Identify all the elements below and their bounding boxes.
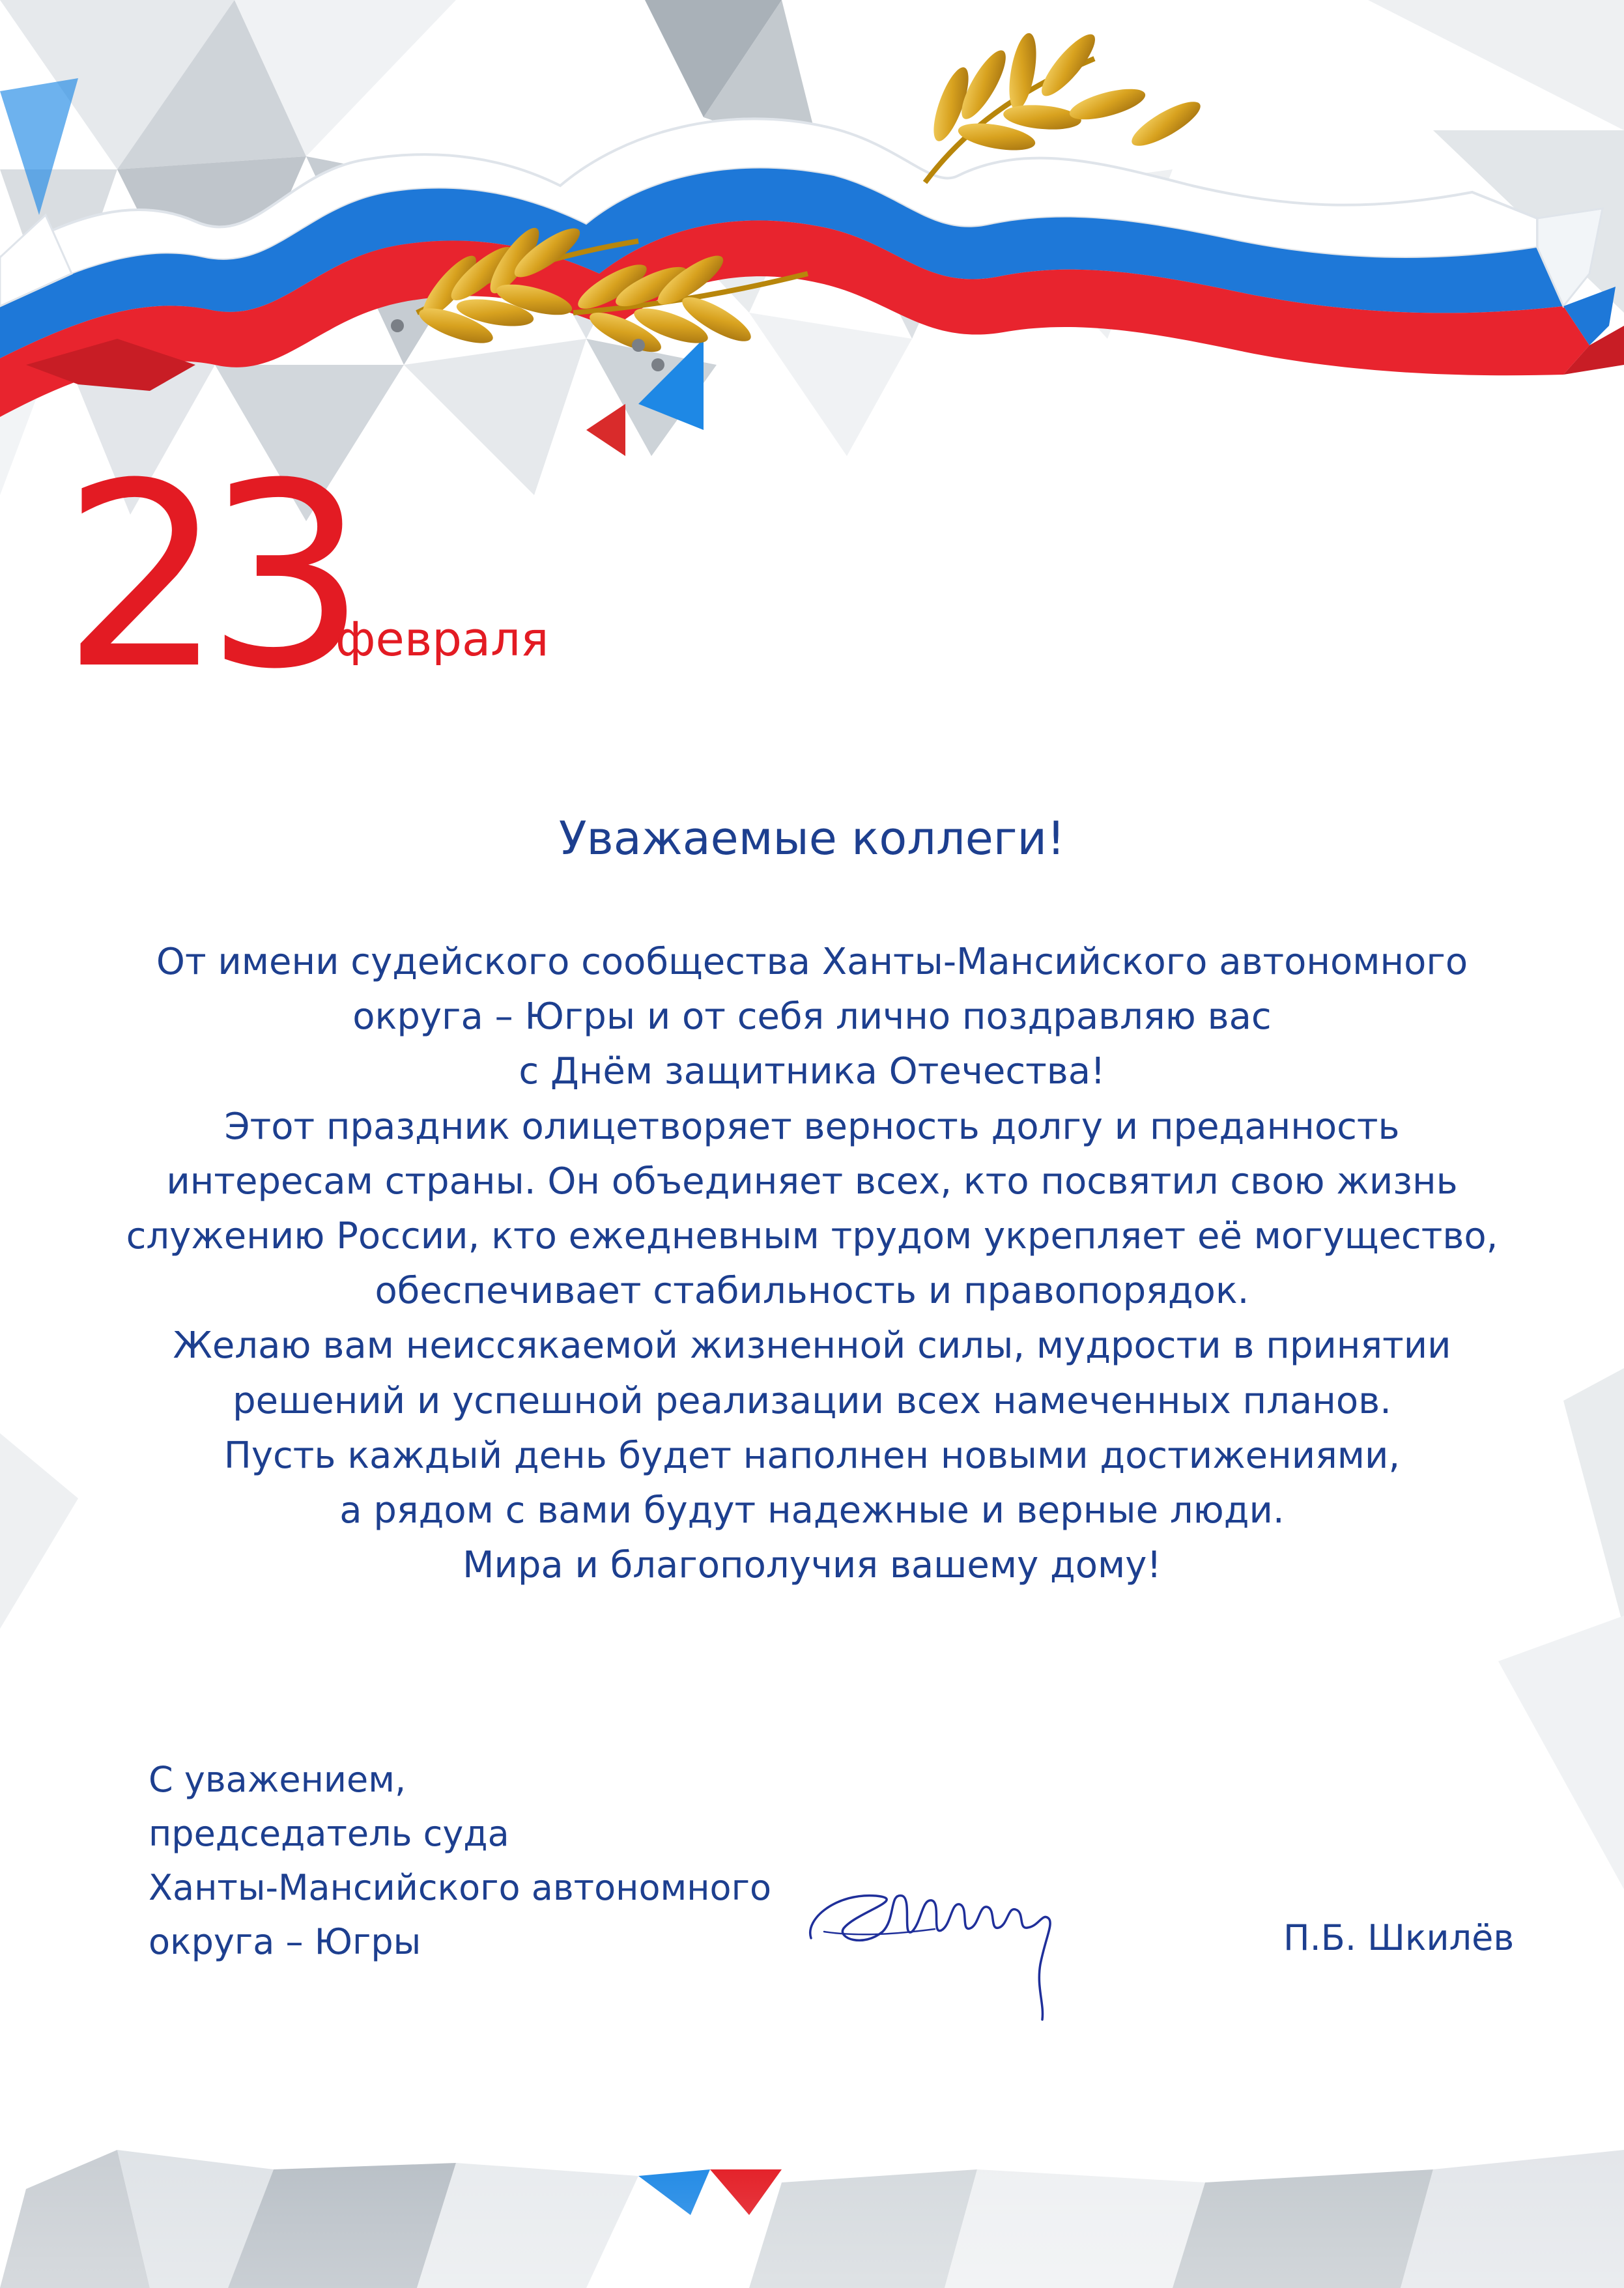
- closing-line: С уважением,: [149, 1759, 406, 1800]
- body-line: обеспечивает стабильность и правопорядок.: [375, 1270, 1249, 1313]
- date-month: февраля: [335, 612, 549, 666]
- body-line: служению России, кто ежедневным трудом укрепляет её могущество,: [126, 1215, 1498, 1258]
- body-line: с Днём защитника Отечества!: [519, 1050, 1105, 1093]
- date-number: 23: [62, 429, 349, 724]
- closing-line: Ханты-Мансийского автономного: [149, 1867, 771, 1908]
- closing-block: [149, 1752, 771, 1969]
- bottom-geometric-pattern: [0, 2150, 1624, 2288]
- body-line: решений и успешной реализации всех намеченных планов.: [233, 1379, 1391, 1422]
- body-line: интересам страны. Он объединяет всех, кто посвятил свою жизнь: [166, 1160, 1458, 1203]
- body-line: От имени судейского сообщества Ханты-Мансийского автономного: [156, 941, 1468, 983]
- signatory-name: П.Б. Шкилёв: [1283, 1917, 1515, 1958]
- body-line: округа – Югры и от себя лично поздравляю вас: [352, 995, 1272, 1038]
- body-line: Пусть каждый день будет наполнен новыми достижениями,: [223, 1434, 1401, 1477]
- greeting-heading: Уважаемые коллеги!: [558, 812, 1066, 865]
- body-text: [0, 935, 1624, 1593]
- body-line: а рядом с вами будут надежные и верные люди.: [339, 1489, 1285, 1532]
- body-line: Этот праздник олицетворяет верность долгу и преданность: [224, 1105, 1400, 1148]
- closing-line: округа – Югры: [149, 1921, 421, 1962]
- handwritten-signature: [798, 1866, 1078, 2029]
- body-line: Желаю вам неиссякаемой жизненной силы, мудрости в принятии: [173, 1324, 1451, 1367]
- body-line: Мира и благополучия вашему дому!: [463, 1544, 1161, 1587]
- closing-line: председатель суда: [149, 1813, 509, 1854]
